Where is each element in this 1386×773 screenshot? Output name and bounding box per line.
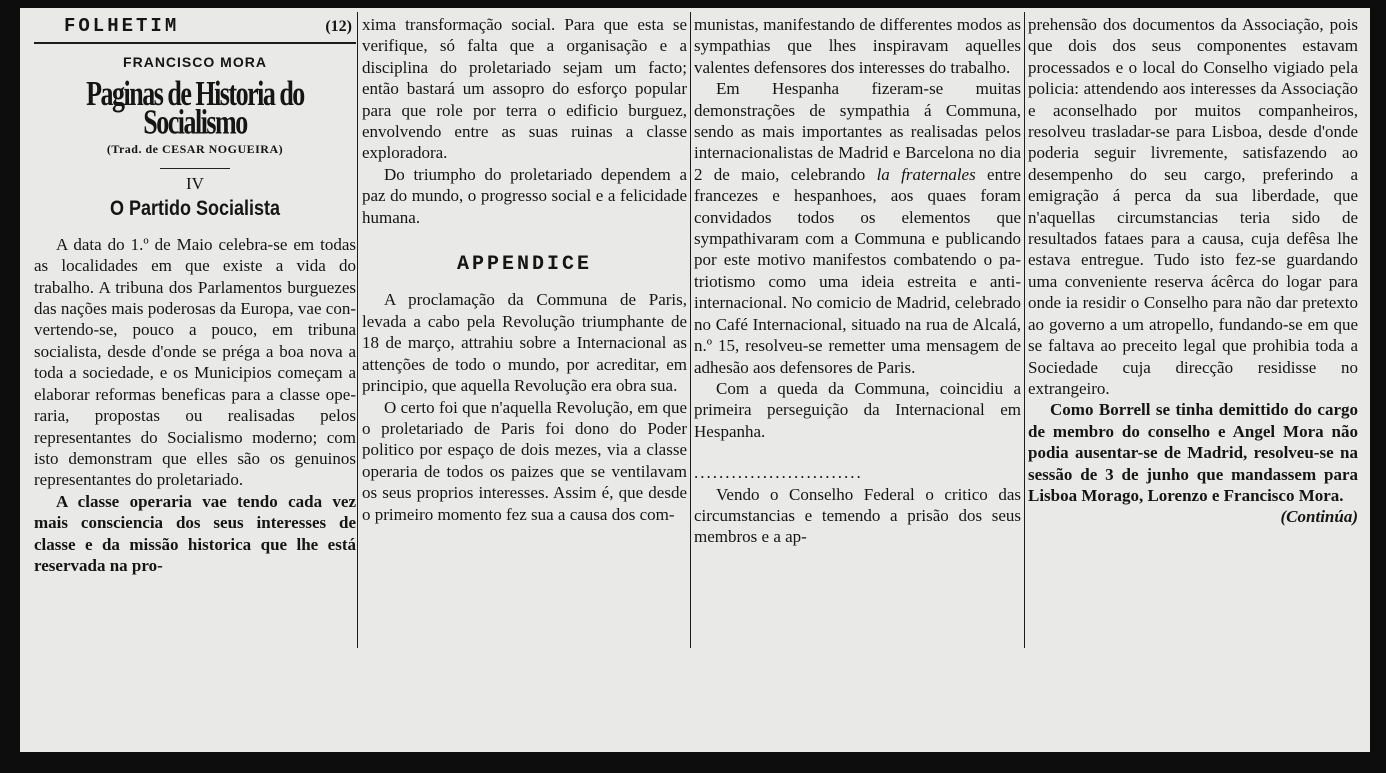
paragraph: A classe operaria vae tendo cada vez mais consciencia dos seus interesses de classe e da missão historica que lhe está reservada na pro- (34, 491, 356, 575)
appendix-heading: APPENDICE (456, 253, 593, 277)
folhetim-label: FOLHETIM (64, 15, 180, 37)
paragraph: Como Borrell se tinha demittido do cargo de membro do conselho e Angel Mora não podia ausentar-se de Madrid, resolveu-se na sessão de 3 de junho que mandassem para Lisboa Morago, Lorenzo e Francisco Mora. (1028, 400, 1358, 505)
column-divider (690, 12, 691, 648)
paragraph: xima transformação social. Para que esta se verifique, só falta que a organisação e a disciplina do proletariado sejam um facto; então bastará um assopro do esforço popular para que role por terra o edificio burguez, envolvendo entre as suas ruinas a classe exploradora. (362, 15, 687, 163)
paragraph: A data do 1.º de Maio celebra-se em todas as localidades em que existe a vida do trabalho. A tribuna dos Parlamentos burguezes das nações mais poderosas da Europa, vae convertendo-se, pouco a pouco, em tribuna socialista, desde d'onde se préga a boa nova a toda a sociedade, e os Municipios começam a elaborar reformas beneficas para a classe operaria, propostas ou realisadas pelos representantes do Socialismo moderno; com isto demonstram que elles são os genuinos representantes do proletariado. (34, 234, 356, 490)
column-4 (1028, 14, 1358, 528)
column-1 (34, 14, 356, 576)
chapter-number: IV (186, 174, 204, 194)
author-name: FRANCISCO MORA (123, 54, 267, 71)
paragraph: prehensão dos documentos da Associação, pois que dois dos seus componentes estavam processados e o local do Conselho vigiado pela policia: attendendo aos interesses da Associação e aconselhado por muitos companheiros, resolveu trasladar-se para Lisboa, desde d'onde poderia seguir livremente, satisfazendo ao desempenho do seu cargo, preferindo a emigração á perca da sua liberdade, que n'aquellas circumstancias teria sido de resultados fataes para a causa, cuja defêsa lhe estava entregue. Tudo isto fez-se guardando uma conveniente reserva ácêrca do logar para onde ia residir o Conselho para não dar pretexto ao governo a um atropello, fundando-se em que se faltava ao preceito legal que prohibia toda a Sociedade cuja direcção residisse no extrangeiro. (1028, 15, 1358, 398)
newspaper-clipping (20, 8, 1370, 752)
paragraph-text: entre francezes e hespanhoes, aos quaes foram convidados todos os elementos que sympathivaram com a Communa e publicando por este motivo manifestos combatendo o patriotismo como uma ideia estreita e anti-internacional. No comicio de Madrid, celebrado no Café Internacional, situado na rua de Alcalá, n.º 15, resolveu-se remetter uma mensagem de adhesão aos defensores de Paris. (694, 164, 1022, 377)
paragraph: Vendo o Conselho Federal o critico das circumstancias e temendo a prisão dos seus membros e a ap- (694, 484, 1021, 547)
paragraph: munistas, manifestando de differentes modos as sympathias que lhes inspiravam aquelles valentes defensores dos interesses do trabalho. (694, 15, 1021, 77)
column-divider (357, 12, 358, 648)
divider (160, 168, 230, 169)
folhetim-number: (12) (325, 18, 352, 35)
paragraph: Do triumpho do proletariado dependem a paz do mundo, o progresso social e a felicidade humana. (362, 164, 687, 227)
column-divider (1024, 12, 1025, 648)
chapter-title: O Partido Socialista (109, 196, 281, 221)
italic-phrase: la fraternales (876, 164, 976, 184)
dotted-separator: ........................... (694, 463, 863, 483)
continues-note: (Continúa) (1280, 507, 1358, 527)
paragraph-text: Em Hespanha fizeram-se muitas demonstrações de sympathia á Communa, sendo as mais importantes as realisadas pelos internacionalistas de Madrid e Barcelona no dia 2 de maio, celebrando (694, 79, 1021, 184)
folhetim-header (34, 14, 356, 37)
translator-credit: (Trad. de CESAR NOGUEIRA) (106, 141, 284, 156)
header-rule (34, 42, 356, 44)
column-3 (694, 14, 1021, 548)
column-2 (362, 14, 687, 525)
article-title: Paginas de Historia do Socialismo (86, 73, 304, 142)
paragraph: Com a queda da Communa, coincidiu a primeira perseguição da Internacional em Hespanha. (694, 378, 1021, 441)
paragraph: O certo foi que n'aquella Revolução, em que o proletariado de Paris foi dono do Poder politico por espaço de dois mezes, via a classe operaria de todos os paizes que se ventilavam os seus proprios interesses. Assim é, que desde o primeiro momento fez sua a causa dos com- (362, 397, 687, 524)
paragraph (694, 78, 1021, 378)
paragraph: A proclamação da Communa de Paris, levada a cabo pela Revolução triumphante de 18 de março, attrahiu sobre a Internacional as attenções de todo o mundo, por acreditar, em principio, que aquella Revolução era obra sua. (362, 290, 687, 396)
